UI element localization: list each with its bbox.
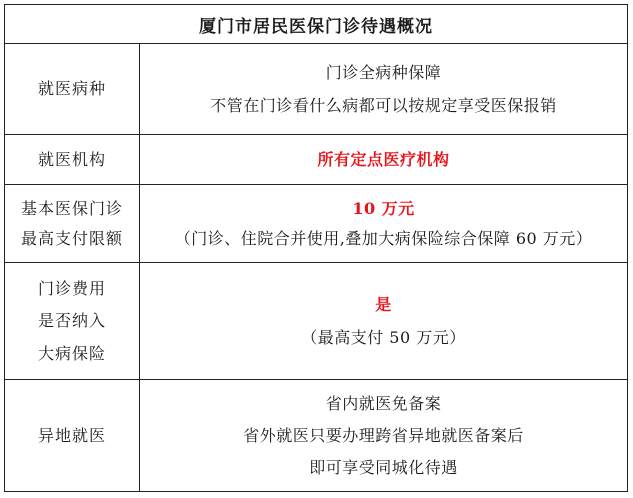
row-label-cell [5,135,140,184]
row-value-highlight: 10 万元 [352,198,415,218]
row-label-cell [5,380,140,491]
row-label: 基本医保门诊 [20,198,123,218]
row-value: 门诊全病种保障 [325,63,442,83]
benefits-table [4,4,628,492]
row-value-cell [140,44,627,134]
table-row [5,262,627,379]
row-label: 大病保险 [37,343,106,363]
row-value: 省内就医免备案 [325,393,442,413]
row-value-cell [140,380,627,491]
row-value: 不管在门诊看什么病都可以按规定享受医保报销 [210,95,557,115]
row-value: （门诊、住院合并使用,叠加大病保险综合保障 60 万元） [174,229,593,248]
row-value-highlight: 是 [375,295,392,315]
table-title: 厦门市居民医保门诊待遇概况 [199,16,433,37]
row-label: 异地就医 [37,425,106,445]
row-label-cell [5,185,140,262]
row-value-cell [140,185,627,262]
table-row [5,379,627,491]
table-title-row [5,5,627,43]
row-label: 最高支付限额 [20,229,123,248]
row-label-cell [5,263,140,379]
row-label: 门诊费用 [37,279,106,299]
row-value: （最高支付 50 万元） [301,327,466,347]
row-value: 省外就医只要办理跨省异地就医备案后 [243,425,524,445]
row-label: 就医病种 [37,79,106,99]
row-label-cell [5,44,140,134]
row-value: 即可享受同城化待遇 [309,458,458,478]
table-row [5,43,627,134]
row-value-cell [140,263,627,379]
row-label: 就医机构 [37,149,106,169]
table-row [5,134,627,184]
row-label: 是否纳入 [37,311,106,331]
row-value-highlight: 所有定点医疗机构 [317,149,450,169]
table-row [5,184,627,262]
row-value-cell [140,135,627,184]
